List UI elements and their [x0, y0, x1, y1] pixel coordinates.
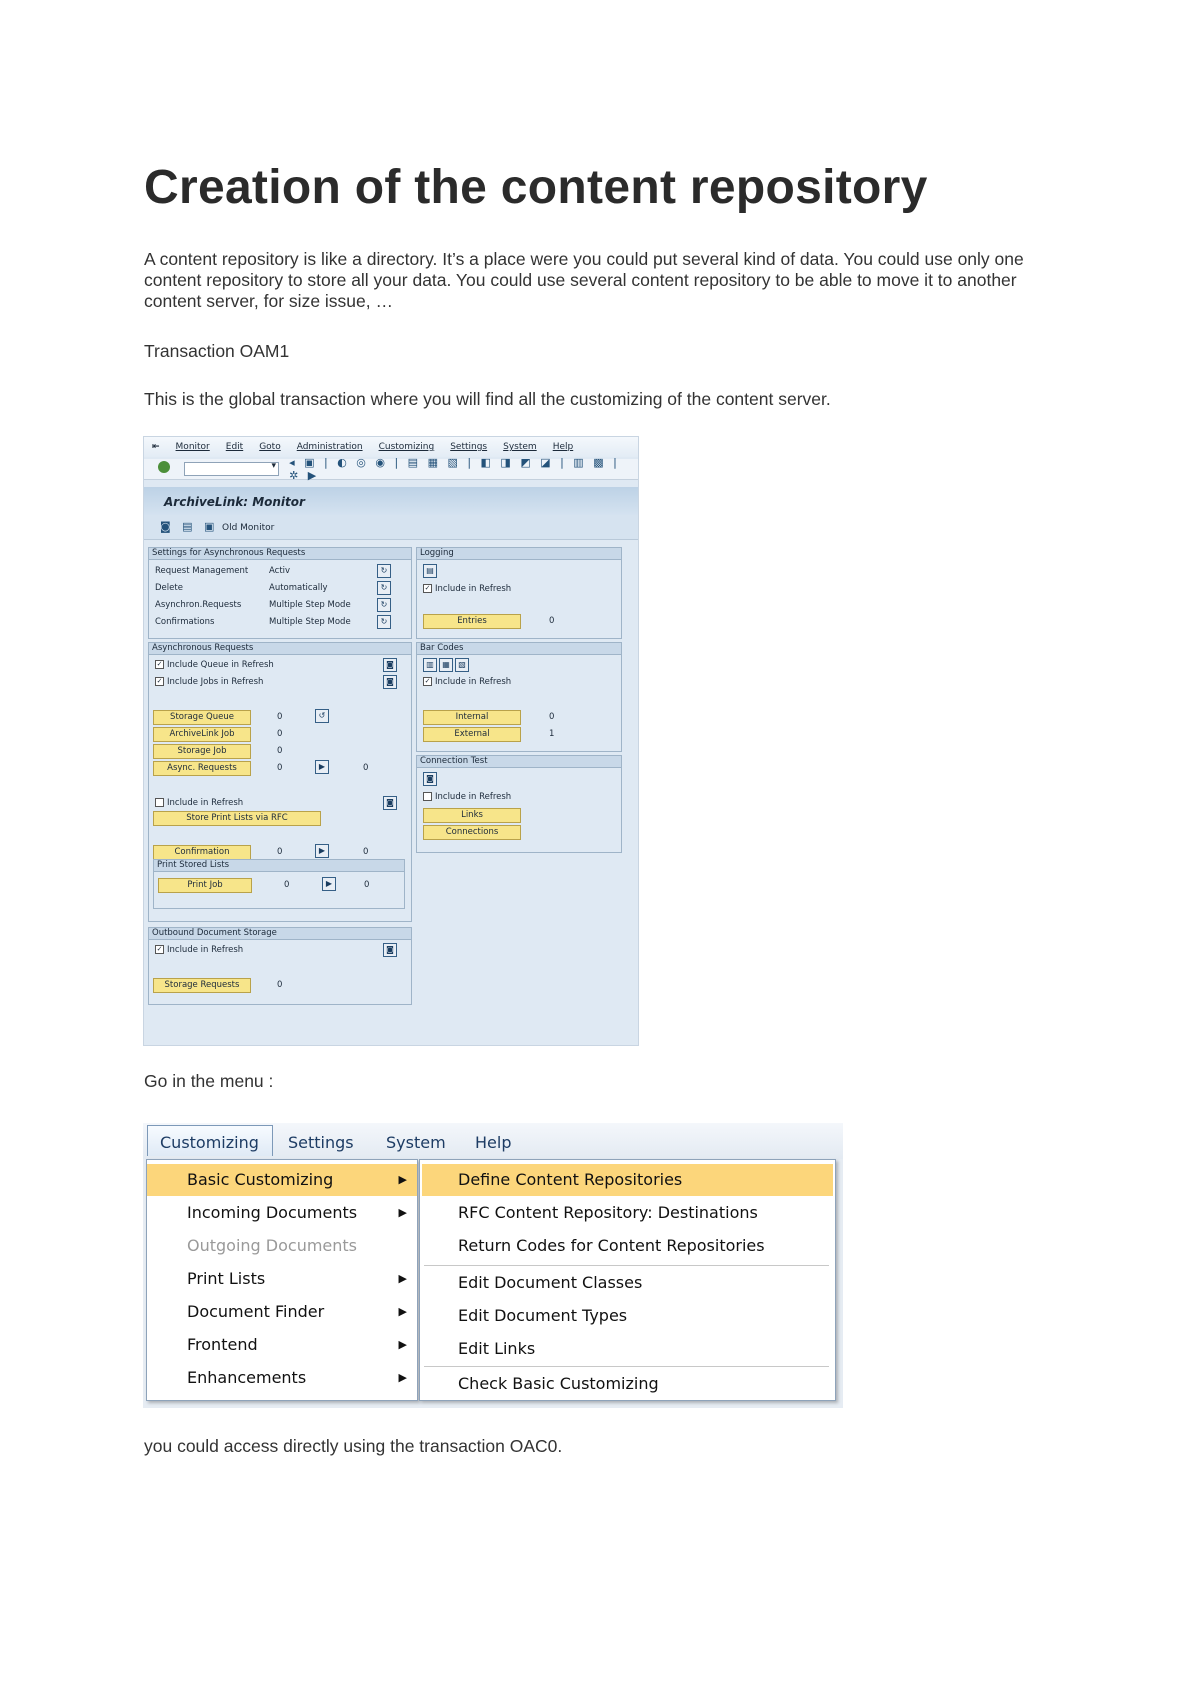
settings-group: [148, 547, 412, 639]
change-setting-icon[interactable]: ↻: [377, 615, 391, 629]
async-requests-count: 0: [277, 763, 283, 773]
menu-intro: Go in the menu :: [144, 1071, 274, 1091]
external-count: 1: [549, 729, 555, 739]
submenu-arrow-icon: ▶: [398, 1173, 407, 1186]
outbound-storage-group: [148, 927, 412, 1005]
menu-item-rfc-destinations[interactable]: [422, 1197, 833, 1229]
links-button[interactable]: Links: [423, 808, 521, 823]
checkbox-label: Include in Refresh: [435, 677, 512, 687]
confirmation-extra: 0: [363, 847, 369, 857]
sync-icon[interactable]: ↺: [315, 709, 329, 723]
menu-item-return-codes[interactable]: [422, 1230, 833, 1262]
storage-job-count: 0: [277, 746, 283, 756]
menu-item-basic-customizing[interactable]: [147, 1164, 417, 1196]
checkbox-label: Include in Refresh: [167, 798, 244, 808]
menu-item-label: Frontend: [187, 1335, 258, 1354]
logging-group-title: Logging: [417, 548, 621, 560]
menu-item-label: Check Basic Customizing: [458, 1374, 659, 1393]
include-jobs-checkbox[interactable]: [155, 677, 263, 687]
submenu-arrow-icon: ▶: [398, 1272, 407, 1285]
connection-icon[interactable]: ◙: [423, 772, 437, 786]
menu-item-label: Define Content Repositories: [458, 1170, 683, 1189]
bar-codes-group: [416, 642, 622, 752]
menu-settings[interactable]: Settings: [288, 1133, 354, 1152]
connection-group-title: Connection Test: [417, 756, 621, 768]
change-setting-icon[interactable]: ↻: [377, 581, 391, 595]
setting-label: Confirmations: [155, 617, 215, 627]
direct-access-note: you could access directly using the transaction OAC0.: [144, 1436, 563, 1456]
menu-help[interactable]: Help: [475, 1133, 512, 1152]
checkbox-icon[interactable]: ✓: [156, 660, 163, 668]
menu-item-label: Edit Document Classes: [458, 1273, 643, 1292]
barcode-icon[interactable]: ▦: [439, 658, 453, 672]
intro-line-3: content server, for size issue, …: [144, 291, 393, 311]
checkbox-icon[interactable]: [423, 792, 432, 801]
checkbox-icon[interactable]: [155, 798, 164, 807]
internal-count: 0: [549, 712, 555, 722]
confirmation-count: 0: [277, 847, 283, 857]
menu-item-label: Edit Links: [458, 1339, 536, 1358]
logging-group: [416, 547, 622, 639]
execute-icon[interactable]: ▶: [315, 844, 329, 858]
confirmation-button[interactable]: Confirmation: [153, 845, 251, 860]
exit-icon[interactable]: ⇤: [152, 442, 160, 452]
setting-label: Asynchron.Requests: [155, 600, 242, 610]
page-title: Creation of the content repository: [144, 161, 928, 214]
sap-title-bar: [144, 487, 638, 515]
setting-value: Multiple Step Mode: [269, 600, 351, 610]
sap-menu-bar: [144, 437, 638, 457]
intro-line-2: content repository to store all your data. You could use several content repository to be able to move it to another: [144, 270, 1017, 290]
menu-item-label: Return Codes for Content Repositories: [458, 1236, 765, 1255]
old-monitor-button[interactable]: Old Monitor: [222, 523, 275, 533]
intro-line-1: A content repository is like a directory. It’s a place were you could put several kind of data. You could use only one: [144, 249, 1024, 269]
menu-item-edit-document-classes[interactable]: [422, 1267, 833, 1299]
menu-item-label: Document Finder: [187, 1302, 325, 1321]
archivelink-job-button[interactable]: ArchiveLink Job: [153, 727, 251, 742]
refresh-jobs-icon[interactable]: ◙: [383, 675, 397, 689]
global-transaction-note: This is the global transaction where you will find all the customizing of the content server.: [144, 389, 831, 409]
setting-value: Multiple Step Mode: [269, 617, 351, 627]
menu-item-label: Print Lists: [187, 1269, 266, 1288]
refresh-icon[interactable]: ◙ ▤ ▣: [160, 520, 219, 533]
sap-menu-settings[interactable]: Settings: [450, 442, 488, 452]
menu-system[interactable]: System: [386, 1133, 446, 1152]
menu-item-label: Enhancements: [187, 1368, 307, 1387]
async-requests-group: [148, 642, 412, 922]
async-group-title: Asynchronous Requests: [149, 643, 411, 655]
async-requests-extra: 0: [363, 763, 369, 773]
checkbox-label: Include in Refresh: [167, 945, 244, 955]
async-requests-button[interactable]: Async. Requests: [153, 761, 251, 776]
sap-menu-edit[interactable]: Edit: [225, 442, 244, 452]
refresh-icon[interactable]: ◙: [383, 796, 397, 810]
internal-button[interactable]: Internal: [423, 710, 521, 725]
menu-item-label: Edit Document Types: [458, 1306, 628, 1325]
settings-group-title: Settings for Asynchronous Requests: [149, 548, 411, 560]
include-queue-checkbox[interactable]: [155, 660, 274, 670]
change-setting-icon[interactable]: ↻: [377, 598, 391, 612]
command-field[interactable]: [184, 462, 279, 476]
menu-item-incoming-documents[interactable]: [147, 1197, 417, 1229]
refresh-queue-icon[interactable]: ◙: [383, 658, 397, 672]
checkbox-icon[interactable]: ✓: [424, 677, 431, 685]
menu-separator: [424, 1265, 829, 1266]
enter-icon[interactable]: [158, 461, 170, 473]
menu-item-label: RFC Content Repository: Destinations: [458, 1203, 758, 1222]
submenu-arrow-icon: ▶: [398, 1371, 407, 1384]
execute-icon[interactable]: ▶: [322, 877, 336, 891]
menu-item-enhancements[interactable]: [147, 1362, 417, 1394]
storage-requests-button[interactable]: Storage Requests: [153, 978, 251, 993]
sap-menu-customizing[interactable]: Customizing: [378, 442, 435, 452]
sap-application-toolbar: [144, 515, 638, 540]
setting-value: Activ: [269, 566, 291, 576]
sap-menu-system[interactable]: System: [503, 442, 537, 452]
customizing-menu-screenshot: [143, 1123, 843, 1408]
checkbox-icon[interactable]: ✓: [156, 677, 163, 685]
refresh-icon[interactable]: ◙: [383, 943, 397, 957]
submenu-arrow-icon: ▶: [398, 1305, 407, 1318]
print-stored-lists-group: [153, 859, 405, 909]
outbound-include-refresh[interactable]: [155, 945, 243, 955]
menu-item-frontend[interactable]: [147, 1329, 417, 1361]
menu-item-edit-document-types[interactable]: [422, 1300, 833, 1332]
barcode-icon[interactable]: ▥: [423, 658, 437, 672]
storage-requests-count: 0: [277, 980, 283, 990]
include-refresh-checkbox[interactable]: [155, 798, 243, 808]
checkbox-label: Include in Refresh: [435, 792, 512, 802]
setting-label: Request Management: [155, 566, 249, 576]
print-job-button[interactable]: Print Job: [158, 878, 252, 893]
archivelink-job-count: 0: [277, 729, 283, 739]
menu-item-edit-links[interactable]: [422, 1333, 833, 1365]
archivelink-monitor-screenshot: [143, 436, 639, 1046]
submenu-arrow-icon: ▶: [398, 1206, 407, 1219]
menu-item-outgoing-documents: [147, 1230, 417, 1262]
execute-icon[interactable]: ▶: [315, 760, 329, 774]
basic-customizing-submenu: [419, 1159, 836, 1401]
menu-customizing[interactable]: Customizing: [160, 1133, 259, 1152]
connections-button[interactable]: Connections: [423, 825, 521, 840]
print-job-extra: 0: [364, 880, 370, 890]
checkbox-label: Include Queue in Refresh: [167, 660, 274, 670]
checkbox-icon[interactable]: ✓: [424, 584, 431, 592]
change-setting-icon[interactable]: ↻: [377, 564, 391, 578]
print-group-title: Print Stored Lists: [154, 860, 404, 872]
submenu-arrow-icon: ▶: [398, 1338, 407, 1351]
menu-item-label: Outgoing Documents: [187, 1236, 358, 1255]
store-print-lists-button[interactable]: Store Print Lists via RFC: [153, 811, 321, 826]
menu-item-check-basic-customizing[interactable]: [422, 1368, 833, 1400]
entries-button[interactable]: Entries: [423, 614, 521, 629]
sap-screen-title: ArchiveLink: Monitor: [164, 495, 305, 509]
menu-item-print-lists[interactable]: [147, 1263, 417, 1295]
transaction-label: Transaction OAM1: [144, 341, 290, 361]
logging-include-refresh[interactable]: [423, 584, 511, 594]
menu-bar: [143, 1123, 843, 1159]
print-job-count: 0: [284, 880, 290, 890]
barcode-include-refresh[interactable]: [423, 677, 511, 687]
setting-value: Automatically: [269, 583, 328, 593]
menu-item-label: Basic Customizing: [187, 1170, 334, 1189]
entries-count: 0: [549, 616, 555, 626]
menu-item-document-finder[interactable]: [147, 1296, 417, 1328]
menu-item-label: Incoming Documents: [187, 1203, 358, 1222]
barcode-group-title: Bar Codes: [417, 643, 621, 655]
sap-standard-toolbar: [144, 456, 638, 482]
log-icon[interactable]: ▤: [423, 564, 437, 578]
sap-menu-help[interactable]: Help: [552, 442, 574, 452]
checkbox-icon[interactable]: ✓: [156, 945, 163, 953]
storage-queue-count: 0: [277, 712, 283, 722]
connection-test-group: [416, 755, 622, 853]
customizing-dropdown: [146, 1159, 418, 1401]
connection-include-refresh[interactable]: [423, 792, 511, 802]
checkbox-label: Include Jobs in Refresh: [167, 677, 264, 687]
sap-menu-monitor[interactable]: Monitor: [175, 442, 210, 452]
storage-job-button[interactable]: Storage Job: [153, 744, 251, 759]
barcode-icon[interactable]: ▧: [455, 658, 469, 672]
outbound-group-title: Outbound Document Storage: [149, 928, 411, 940]
external-button[interactable]: External: [423, 727, 521, 742]
menu-separator: [424, 1366, 829, 1367]
setting-label: Delete: [155, 583, 183, 593]
toolbar-icons[interactable]: ◂ ▣ | ◐ ◎ ◉ | ▤ ▦ ▧ | ◧ ◨ ◩ ◪ | ▥ ▩ | ✲ ▶: [289, 456, 620, 482]
intro-paragraph: [144, 249, 1064, 312]
sap-menu-goto[interactable]: Goto: [259, 442, 281, 452]
sap-menu-administration[interactable]: Administration: [296, 442, 363, 452]
checkbox-label: Include in Refresh: [435, 584, 512, 594]
menu-item-define-content-repositories[interactable]: [422, 1164, 833, 1196]
storage-queue-button[interactable]: Storage Queue: [153, 710, 251, 725]
